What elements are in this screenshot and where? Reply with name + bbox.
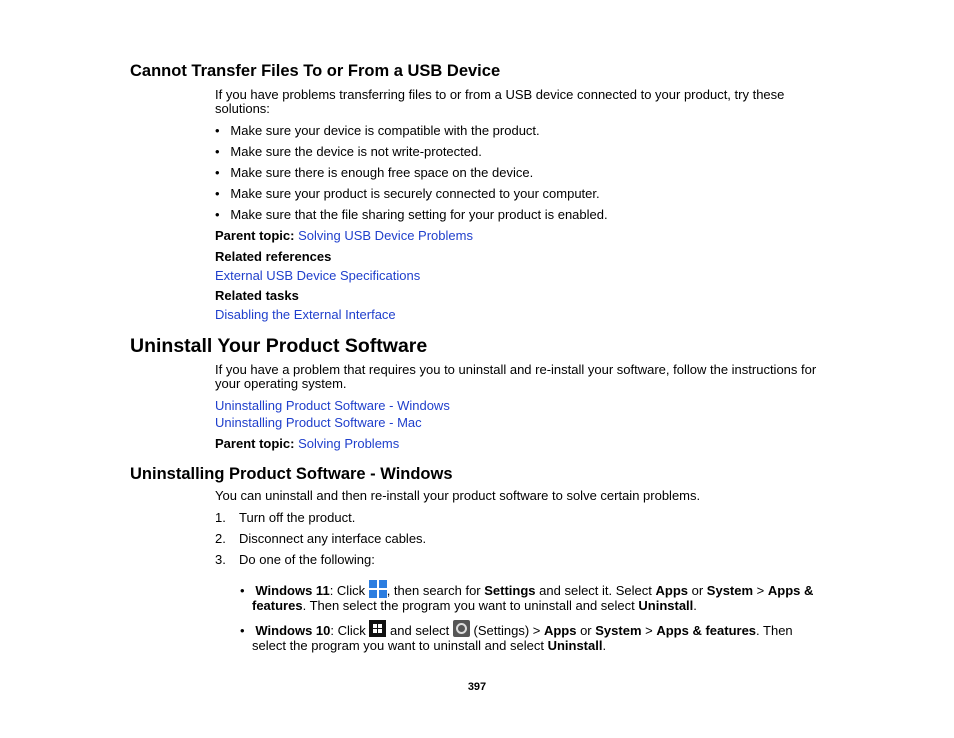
text-fragment: : Click <box>329 583 369 598</box>
text-fragment: , then search for <box>386 583 485 598</box>
parent-topic-label: Parent topic: <box>215 436 295 451</box>
bold-term: Apps <box>543 623 577 638</box>
section-heading-usb-transfer: Cannot Transfer Files To or From a USB Device <box>130 62 501 80</box>
intro-line: If you have problems transferring files to or from a USB device connected to your product, try these <box>215 87 785 102</box>
step-item <box>215 510 356 525</box>
parent-topic-label: Parent topic: <box>215 228 295 243</box>
step-item <box>215 531 427 546</box>
intro-paragraph: You can uninstall and then re-install your product software to solve certain problems. <box>215 488 701 503</box>
list-item-text: Make sure there is enough free space on the device. <box>230 165 534 180</box>
bold-term: Apps & features <box>656 623 757 638</box>
list-item: • Make sure the device is not write-protected. <box>215 144 482 159</box>
section-heading-uninstall: Uninstall Your Product Software <box>130 335 428 357</box>
text-fragment: and select <box>386 623 453 638</box>
os-label: Windows 11 <box>255 583 330 598</box>
text-fragment: (Settings) > <box>469 623 544 638</box>
list-item-text: Make sure your product is securely connected to your computer. <box>230 186 600 201</box>
step-text: Turn off the product. <box>239 510 356 525</box>
intro-line: If you have a problem that requires you to uninstall and re-install your software, follow the instructions for <box>215 362 817 377</box>
list-item: • Make sure your device is compatible with the product. <box>215 123 540 138</box>
related-references-label: Related references <box>215 249 332 264</box>
step-number: 3. <box>215 552 226 567</box>
page-number: 397 <box>467 681 487 693</box>
list-item-windows-10 <box>240 620 840 653</box>
bold-term: System <box>595 623 642 638</box>
list-item-text: Make sure the device is not write-protected. <box>230 144 482 159</box>
settings-gear-icon <box>453 620 470 637</box>
list-item-windows-11 <box>240 580 840 613</box>
list-item: • Make sure your product is securely connected to your computer. <box>215 186 600 201</box>
list-item-text: Make sure your device is compatible with the product. <box>230 123 540 138</box>
windows-10-start-icon <box>369 620 386 637</box>
bold-term: Settings <box>484 583 536 598</box>
text-fragment: . Then <box>756 623 793 638</box>
text-fragment: or <box>688 583 707 598</box>
bold-term: System <box>706 583 754 598</box>
text-fragment: : Click <box>330 623 370 638</box>
bold-term: features <box>252 598 303 613</box>
parent-topic <box>215 437 399 451</box>
bold-term: Uninstall <box>638 598 694 613</box>
related-tasks-label: Related tasks <box>215 288 299 303</box>
intro-line: solutions: <box>215 101 270 116</box>
bold-term: Uninstall <box>547 638 603 653</box>
related-task-link[interactable]: Disabling the External Interface <box>215 307 396 322</box>
step-text: Disconnect any interface cables. <box>239 531 427 546</box>
intro-line: your operating system. <box>215 376 347 391</box>
uninstall-windows-link[interactable]: Uninstalling Product Software - Windows <box>215 398 450 413</box>
text-fragment: > <box>641 623 657 638</box>
text-fragment: or <box>576 623 596 638</box>
uninstall-mac-link[interactable]: Uninstalling Product Software - Mac <box>215 415 422 430</box>
step-number: 2. <box>215 531 226 546</box>
text-fragment: select the program you want to uninstall and select <box>252 638 548 653</box>
bold-term: Apps & <box>767 583 814 598</box>
intro-paragraph <box>215 88 784 116</box>
step-item <box>215 552 375 567</box>
list-item: • Make sure that the file sharing setting for your product is enabled. <box>215 207 608 222</box>
text-fragment: > <box>753 583 768 598</box>
step-text: Do one of the following: <box>239 552 375 567</box>
text-fragment: . Then select the program you want to uninstall and select <box>302 598 639 613</box>
related-reference-link[interactable]: External USB Device Specifications <box>215 268 421 283</box>
bullet-line: • Windows 11: Click , then search for Settings and select it. Select Apps or System > Apps & <box>240 580 840 598</box>
section-heading-uninstall-windows: Uninstalling Product Software - Windows <box>130 465 453 483</box>
bullet-line <box>240 599 840 613</box>
step-number: 1. <box>215 510 226 525</box>
list-item-text: Make sure that the file sharing setting for your product is enabled. <box>230 207 608 222</box>
text-fragment: . <box>693 598 697 613</box>
parent-topic-link[interactable]: Solving Problems <box>298 436 400 451</box>
parent-topic <box>215 229 473 243</box>
text-fragment: and select it. Select <box>535 583 656 598</box>
text-fragment: . <box>602 638 607 653</box>
windows-11-start-icon <box>369 580 387 598</box>
intro-paragraph <box>215 363 816 391</box>
bold-term: Apps <box>655 583 688 598</box>
list-item: • Make sure there is enough free space on the device. <box>215 165 534 180</box>
bullet-line <box>240 639 840 653</box>
os-label: Windows 10 <box>255 623 331 638</box>
parent-topic-link[interactable]: Solving USB Device Problems <box>298 228 473 243</box>
bullet-line: • Windows 10: Click and select (Settings) > Apps or System > Apps & features. Then <box>240 620 840 638</box>
